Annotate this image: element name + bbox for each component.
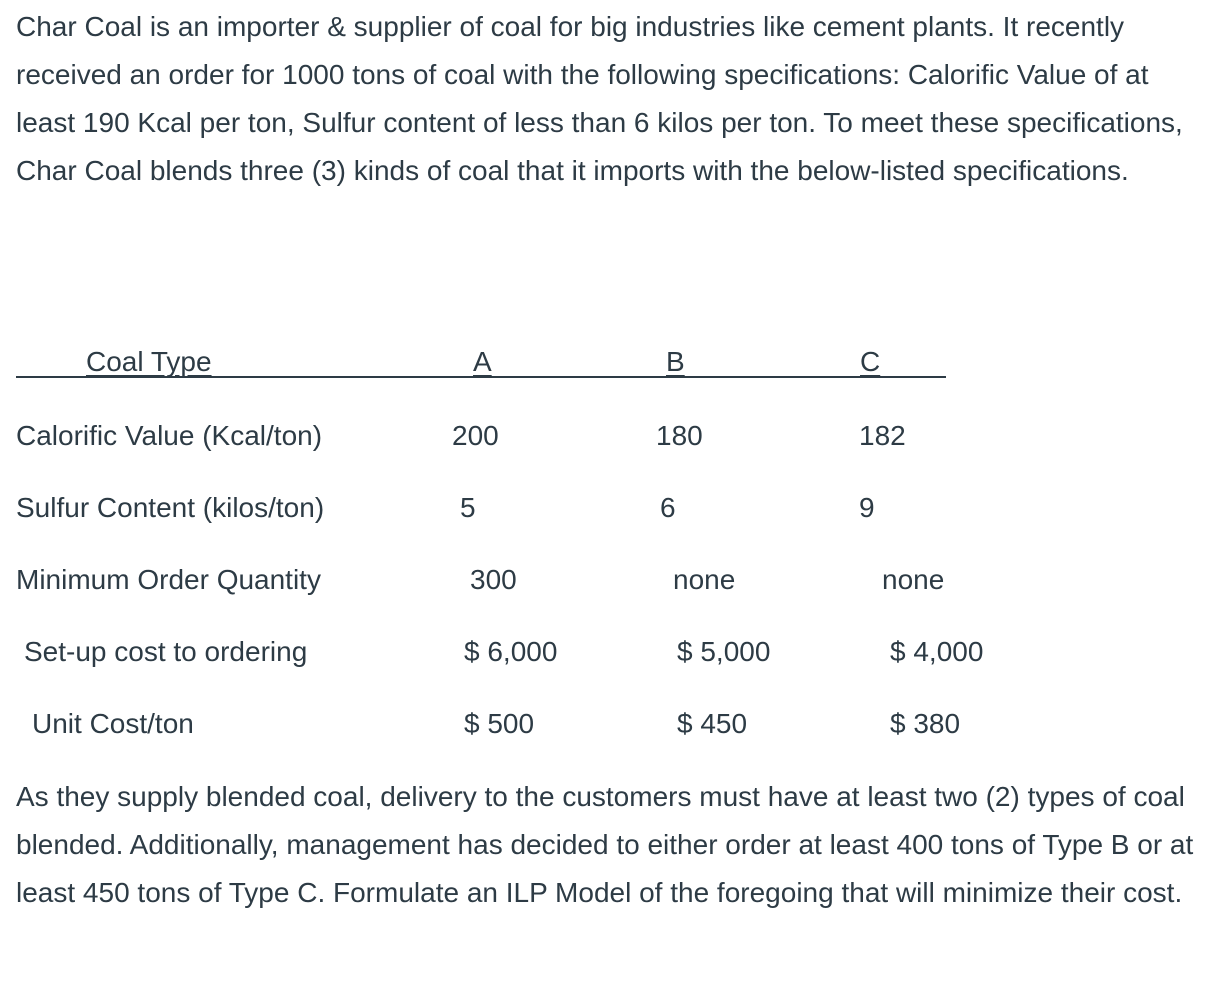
problem-outro-text: As they supply blended coal, delivery to the customers must have at least two (2) types of coal blended. Additionally, management has decided to either order at least 400 tons of Type B or at least 450 tons of Type C. Formulate an ILP Model of the foregoing that will minimize their cost. <box>16 781 1194 908</box>
cell-min-order-a: 300 <box>470 564 517 595</box>
header-type-c: C <box>860 346 881 377</box>
cell-unit-cost-c: $ 380 <box>890 708 961 739</box>
row-label-calorific: Calorific Value (Kcal/ton) <box>16 420 323 451</box>
cell-sulfur-c: 9 <box>859 492 875 523</box>
row-label-unit-cost: Unit Cost/ton <box>32 708 194 739</box>
cell-setup-cost-c: $ 4,000 <box>890 636 984 667</box>
cell-sulfur-a: 5 <box>460 492 476 523</box>
cell-unit-cost-a: $ 500 <box>464 708 535 739</box>
cell-calorific-c: 182 <box>859 420 906 451</box>
header-rule-tail <box>930 376 946 378</box>
problem-intro-text: Char Coal is an importer & supplier of coal for big industries like cement plants. It recently received an order for 1000 tons of coal with the following specifications: Calorific Value of at least 190 Kcal per ton, Sulfur content of less than 6 kilos per ton. To meet these specifications, Char Coal blends three (3) kinds of coal that it imports with the below-listed specifications. <box>16 11 1183 186</box>
row-label-min-order: Minimum Order Quantity <box>16 564 321 595</box>
cell-min-order-b: none <box>673 564 736 595</box>
row-label-setup-cost: Set-up cost to ordering <box>24 636 308 667</box>
cell-sulfur-b: 6 <box>660 492 676 523</box>
cell-unit-cost-b: $ 450 <box>677 708 748 739</box>
cell-setup-cost-a: $ 6,000 <box>464 636 558 667</box>
cell-calorific-a: 200 <box>452 420 499 451</box>
row-label-sulfur: Sulfur Content (kilos/ton) <box>16 492 325 523</box>
header-type-a: A <box>473 346 492 377</box>
header-coal-type: Coal Type <box>86 346 212 377</box>
cell-calorific-b: 180 <box>656 420 703 451</box>
cell-min-order-c: none <box>882 564 945 595</box>
cell-setup-cost-b: $ 5,000 <box>677 636 771 667</box>
header-type-b: B <box>666 346 685 377</box>
